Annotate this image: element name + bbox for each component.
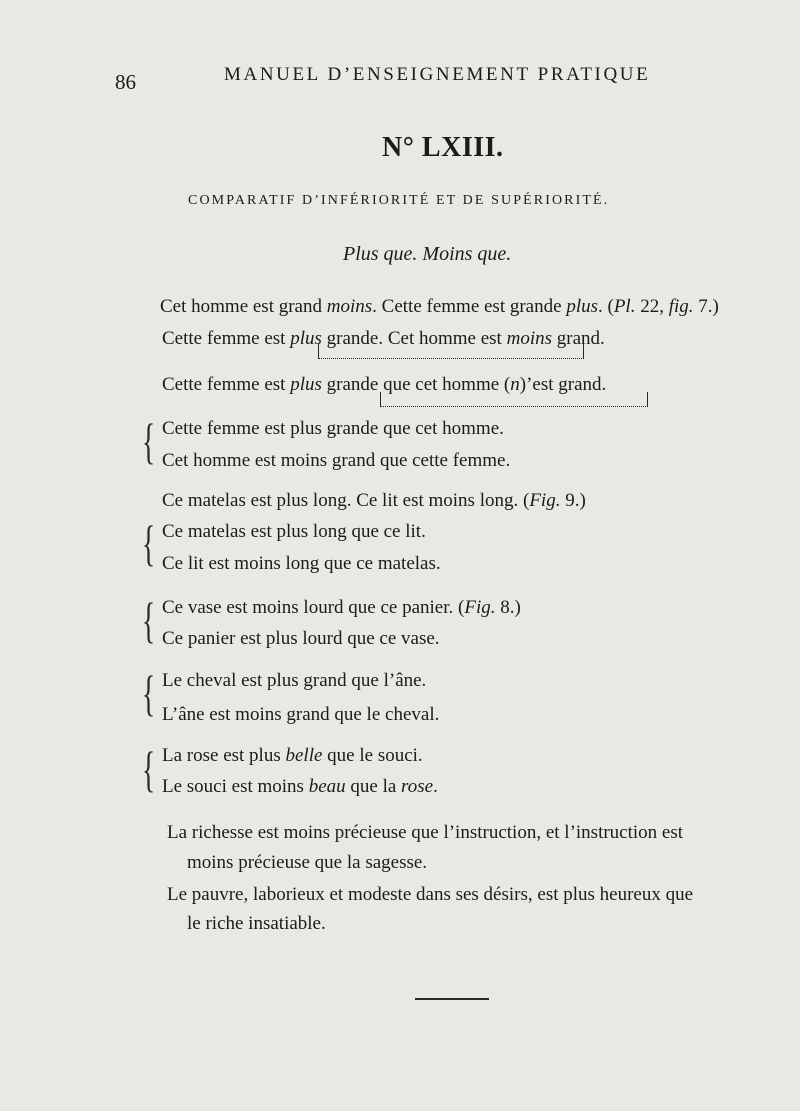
text: Cette femme est [162,374,291,395]
text: grande. Cet homme est [321,328,507,349]
pair-line: Cette femme est plus grande que cet homme. [162,418,504,439]
brace-mark: { [142,413,156,469]
text: 7.) [693,296,719,317]
sentence-paragraph-1-cont: moins précieuse que la sagesse. [187,852,428,873]
text-italic: moins [326,296,373,317]
lesson-number: N° LXIII. [382,132,504,163]
text-italic: rose [401,776,434,797]
dotted-bracket [380,392,648,407]
text: Cette femme est [162,328,291,349]
text: Ce vase est moins lourd que ce panier. ( [162,597,465,618]
pair-line: Ce panier est plus lourd que ce vase. [162,628,440,649]
text-italic: Fig. [464,597,496,618]
text-italic: plus [566,296,598,317]
text: que le souci. [322,745,423,766]
closing-rule [415,998,489,1000]
text-italic: belle [285,745,323,766]
pair-line: Cet homme est moins grand que cette femme. [162,450,511,471]
pair-line [162,776,438,798]
pair-line [162,745,423,767]
brace-mark: { [142,665,156,721]
text-italic: n [510,374,520,395]
text-italic: beau [308,776,346,797]
sentence-paragraph-2-cont: le riche insatiable. [187,913,326,934]
running-head: MANUEL D’ENSEIGNEMENT PRATIQUE [224,64,651,85]
text: Cet homme est grand [160,296,327,317]
text: . ( [598,296,614,317]
text: grand. [552,328,605,349]
sentence-paragraph-2: Le pauvre, laborieux et modeste dans ses désirs, est plus heureux que [167,884,694,905]
text: . Cette femme est grande [372,296,567,317]
text: Ce matelas est plus long. Ce lit est moins long. ( [162,490,530,511]
text: grande que cet homme ( [321,374,511,395]
text: 8.) [495,597,521,618]
pair-line: Ce lit est moins long que ce matelas. [162,553,441,574]
brace-mark: { [142,592,156,648]
subtitle-rest: OMPARATIF D’INFÉRIORITÉ ET DE SUPÉRIORITÉ. [199,193,610,208]
text-italic: plus [290,374,322,395]
page-number: 86 [115,70,136,94]
text: 9.) [560,490,586,511]
brace-mark: { [142,741,156,797]
sentence-line-4 [162,490,586,512]
section-title: Plus que. Moins que. [343,243,512,265]
sentence-line-1 [160,296,719,318]
pair-line: L’âne est moins grand que le cheval. [162,704,440,725]
text: )’est grand. [519,374,607,395]
dotted-bracket [318,344,584,359]
text: 22, [635,296,669,317]
pair-line [162,597,521,619]
text-italic: Pl. [613,296,636,317]
text-italic: fig. [668,296,694,317]
text: que la [345,776,402,797]
pair-line: Le cheval est plus grand que l’âne. [162,670,427,691]
subtitle-initial: C [188,193,200,208]
text-italic: moins [506,328,552,349]
text: Le souci est moins [162,776,309,797]
lesson-subtitle [188,193,609,209]
brace-mark: { [142,515,156,571]
text-italic: plus [290,328,322,349]
pair-line: Ce matelas est plus long que ce lit. [162,521,426,542]
sentence-paragraph-1: La richesse est moins précieuse que l’instruction, et l’instruction est [167,822,684,843]
text: La rose est plus [162,745,286,766]
text: . [433,776,438,797]
text-italic: Fig. [529,490,561,511]
